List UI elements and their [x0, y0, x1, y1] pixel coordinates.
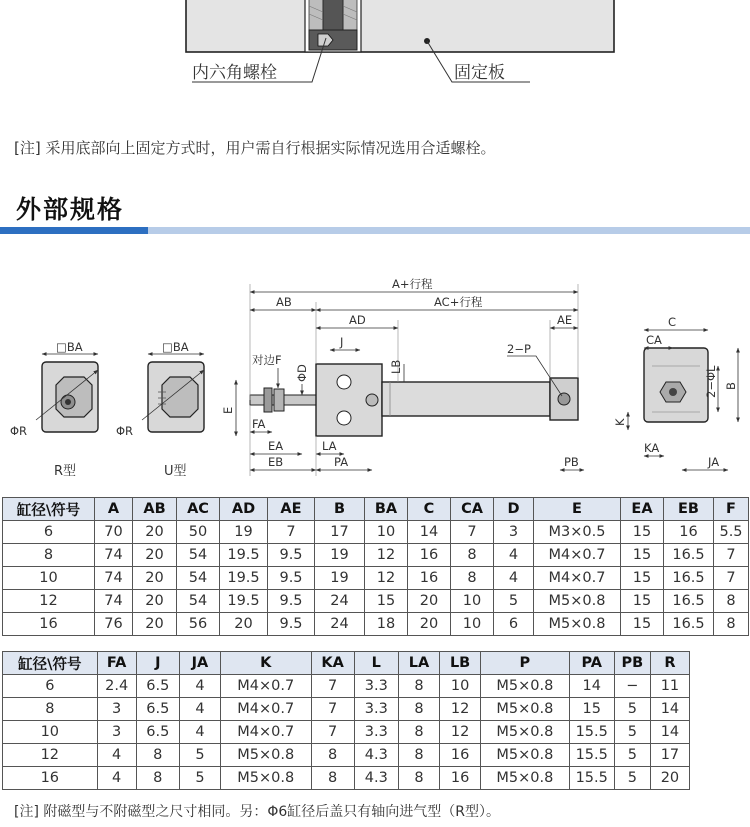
table-cell: 8	[311, 767, 354, 790]
table-cell: M4×0.7	[221, 721, 312, 744]
table-cell: 20	[133, 521, 177, 544]
column-header: P	[481, 652, 569, 675]
dim-ka: KA	[644, 441, 660, 455]
dim-c: C	[668, 315, 677, 329]
column-header: KA	[311, 652, 354, 675]
table-row	[3, 590, 749, 613]
table-cell: 74	[95, 590, 133, 613]
table-cell: 8	[398, 698, 439, 721]
table-cell: 16	[408, 567, 451, 590]
table-cell: 18	[365, 613, 408, 636]
dim-d: ΦD	[295, 364, 309, 382]
table-cell: 6.5	[136, 698, 179, 721]
table-cell: 7	[714, 567, 749, 590]
table-cell: M3×0.5	[534, 521, 621, 544]
end-view	[613, 315, 738, 470]
table-cell: M5×0.8	[481, 675, 569, 698]
dim-ac-stroke: AC+行程	[434, 295, 483, 309]
table-cell: 10	[440, 675, 481, 698]
column-header: EA	[621, 498, 664, 521]
dim-ab: AB	[276, 295, 292, 309]
dim-l: 2−ΦL	[704, 365, 718, 398]
table-cell: M5×0.8	[481, 721, 569, 744]
table-cell: 54	[177, 544, 220, 567]
section-title: 外部规格	[16, 195, 125, 224]
hex-bolt	[305, 0, 361, 52]
table-cell: 76	[95, 613, 133, 636]
table-cell: 15	[365, 590, 408, 613]
column-header: J	[136, 652, 179, 675]
table-cell: 50	[177, 521, 220, 544]
table-cell: 19	[315, 544, 365, 567]
dim-ad: AD	[349, 313, 366, 327]
table-cell: 5	[179, 767, 220, 790]
table-cell: 6.5	[136, 675, 179, 698]
table-header-row	[3, 652, 690, 675]
table-cell: 3.3	[354, 675, 398, 698]
table-cell: 20	[133, 567, 177, 590]
table-cell: 5	[614, 744, 650, 767]
table-cell: 10	[451, 613, 494, 636]
u-type-label: U型	[164, 464, 187, 479]
table-cell: 8	[451, 544, 494, 567]
bore-size-cell: 12	[3, 590, 95, 613]
spec-table-2	[2, 651, 690, 790]
dim-ea: EA	[268, 439, 284, 453]
table-cell: M5×0.8	[221, 744, 312, 767]
table-cell: 70	[95, 521, 133, 544]
table-cell: 9.5	[268, 544, 315, 567]
table-row	[3, 613, 749, 636]
bore-size-cell: 12	[3, 744, 98, 767]
column-header: AE	[268, 498, 315, 521]
table-cell: 14	[408, 521, 451, 544]
table-row	[3, 675, 690, 698]
table-row	[3, 567, 749, 590]
table-cell: 16.5	[664, 590, 714, 613]
table-cell: 15	[621, 613, 664, 636]
table-cell: 4	[179, 721, 220, 744]
column-header: LB	[440, 652, 481, 675]
dimension-drawing	[0, 270, 750, 485]
dim-ja: JA	[708, 455, 720, 469]
table-cell: 4	[494, 567, 534, 590]
table-cell: 20	[408, 590, 451, 613]
table-cell: 8	[451, 567, 494, 590]
table-cell: 17	[315, 521, 365, 544]
dim-pa: PA	[334, 455, 349, 469]
table-cell: 19.5	[220, 544, 268, 567]
column-header: PA	[569, 652, 614, 675]
table-cell: 10	[451, 590, 494, 613]
column-header: FA	[97, 652, 136, 675]
column-header: AD	[220, 498, 268, 521]
table-cell: 19.5	[220, 590, 268, 613]
table-cell: M4×0.7	[221, 675, 312, 698]
column-header: PB	[614, 652, 650, 675]
plate-label: 固定板	[454, 63, 505, 83]
u-type-r-label: ΦR	[116, 424, 134, 438]
table-cell: 7	[451, 521, 494, 544]
table-cell: 7	[311, 675, 354, 698]
table-cell: 8	[311, 744, 354, 767]
r-type-r-label: ΦR	[10, 424, 28, 438]
u-type-view	[116, 340, 204, 479]
table-cell: 54	[177, 567, 220, 590]
table-cell: 12	[440, 698, 481, 721]
table-cell: 2.4	[97, 675, 136, 698]
bore-size-cell: 6	[3, 521, 95, 544]
table-cell: 8	[136, 767, 179, 790]
table-row	[3, 698, 690, 721]
table-row	[3, 767, 690, 790]
dim-la: LA	[322, 439, 337, 453]
table-cell: 54	[177, 590, 220, 613]
column-header: A	[95, 498, 133, 521]
table-cell: 19	[315, 567, 365, 590]
table-cell: M4×0.7	[221, 698, 312, 721]
r-type-ba-label: □BA	[56, 340, 83, 354]
table-cell: 5	[494, 590, 534, 613]
table-cell: 11	[650, 675, 689, 698]
dim-eb: EB	[268, 455, 284, 469]
table-cell: 14	[650, 721, 689, 744]
column-header: BA	[365, 498, 408, 521]
table-cell: 56	[177, 613, 220, 636]
column-header: AC	[177, 498, 220, 521]
table-cell: 74	[95, 567, 133, 590]
u-type-ba-label: □BA	[162, 340, 189, 354]
dim-j: J	[340, 335, 344, 349]
table-cell: 10	[365, 521, 408, 544]
table-cell: 19.5	[220, 567, 268, 590]
column-header: LA	[398, 652, 439, 675]
table-cell: 5	[179, 744, 220, 767]
table-row	[3, 521, 749, 544]
table-cell: M5×0.8	[534, 590, 621, 613]
table-cell: 3	[494, 521, 534, 544]
table-cell: 20	[133, 613, 177, 636]
column-header: K	[221, 652, 312, 675]
table-cell: 16	[408, 544, 451, 567]
dim-b: B	[724, 382, 738, 390]
bore-size-cell: 8	[3, 698, 98, 721]
section-divider-accent	[0, 227, 148, 234]
table-cell: M5×0.8	[534, 613, 621, 636]
table-cell: 17	[650, 744, 689, 767]
table-cell: 15	[621, 590, 664, 613]
table-cell: 74	[95, 544, 133, 567]
table-cell: 4	[179, 698, 220, 721]
table-cell: 16	[440, 767, 481, 790]
table-cell: 4	[97, 744, 136, 767]
table-cell: M5×0.8	[221, 767, 312, 790]
table-cell: 5	[614, 721, 650, 744]
table-cell: 15.5	[569, 744, 614, 767]
column-header: F	[714, 498, 749, 521]
table-cell: 20	[408, 613, 451, 636]
table-row	[3, 544, 749, 567]
table-cell: 4	[494, 544, 534, 567]
table-cell: 8	[136, 744, 179, 767]
column-header: B	[315, 498, 365, 521]
table-cell: 12	[440, 721, 481, 744]
table-cell: 16	[664, 521, 714, 544]
dim-p: 2−P	[507, 342, 531, 356]
table-cell: 15.5	[569, 721, 614, 744]
table-cell: M5×0.8	[481, 698, 569, 721]
column-header: R	[650, 652, 689, 675]
column-header: 缸径\符号	[3, 652, 98, 675]
table-cell: 3	[97, 698, 136, 721]
bolt-label: 内六角螺栓	[192, 63, 277, 83]
table-cell: 7	[311, 721, 354, 744]
table-cell: 8	[398, 721, 439, 744]
table-cell: 7	[268, 521, 315, 544]
dim-pb: PB	[564, 455, 579, 469]
table-cell: 4.3	[354, 744, 398, 767]
fixing-plate	[186, 0, 614, 52]
dim-ca: CA	[646, 333, 662, 347]
table-cell: 9.5	[268, 613, 315, 636]
table-cell: 3.3	[354, 698, 398, 721]
table-cell: 4	[179, 675, 220, 698]
dim-e: E	[221, 406, 235, 414]
table-cell: 8	[398, 767, 439, 790]
table-cell: 12	[365, 567, 408, 590]
table-cell: M5×0.8	[481, 767, 569, 790]
table-cell: 4	[97, 767, 136, 790]
dim-lb: LB	[389, 359, 403, 374]
table-cell: 14	[650, 698, 689, 721]
table-cell: 15	[621, 567, 664, 590]
table-cell: 15.5	[569, 767, 614, 790]
table-cell: 3.3	[354, 721, 398, 744]
table-cell: 8	[398, 675, 439, 698]
table-cell: 8	[714, 613, 749, 636]
column-header: 缸径\符号	[3, 498, 95, 521]
table-cell: 20	[220, 613, 268, 636]
table-cell: 7	[714, 544, 749, 567]
bore-size-cell: 8	[3, 544, 95, 567]
table-cell: 20	[133, 544, 177, 567]
bore-size-cell: 6	[3, 675, 98, 698]
bore-size-cell: 16	[3, 613, 95, 636]
dim-a-stroke: A+行程	[392, 277, 433, 291]
r-type-label: R型	[54, 464, 77, 479]
table-cell: 16.5	[664, 544, 714, 567]
bore-size-cell: 10	[3, 721, 98, 744]
dim-ae: AE	[557, 313, 573, 327]
table-cell: 8	[398, 744, 439, 767]
column-header: AB	[133, 498, 177, 521]
dim-k: K	[613, 418, 627, 426]
table-cell: 16	[440, 744, 481, 767]
dim-f: 对边F	[252, 353, 282, 367]
table-cell: 16.5	[664, 567, 714, 590]
table-cell: M5×0.8	[481, 744, 569, 767]
column-header: EB	[664, 498, 714, 521]
column-header: E	[534, 498, 621, 521]
r-type-view	[10, 340, 98, 479]
table-cell: 6.5	[136, 721, 179, 744]
column-header: C	[408, 498, 451, 521]
table-cell: 7	[311, 698, 354, 721]
table-header-row	[3, 498, 749, 521]
bore-size-cell: 10	[3, 567, 95, 590]
table-cell: 5	[614, 767, 650, 790]
table-cell: 16.5	[664, 613, 714, 636]
table-cell: 9.5	[268, 567, 315, 590]
table-cell: 5.5	[714, 521, 749, 544]
table-cell: 3	[97, 721, 136, 744]
footnote: [注] 附磁型与不附磁型之尺寸相同。另：Φ6缸径后盖只有轴向进气型（R型）。	[14, 804, 501, 820]
mounting-diagram	[0, 0, 750, 100]
table-cell: 15	[621, 544, 664, 567]
table-cell: 20	[650, 767, 689, 790]
table-cell: −	[614, 675, 650, 698]
bore-size-cell: 16	[3, 767, 98, 790]
table-cell: 19	[220, 521, 268, 544]
table-cell: 20	[133, 590, 177, 613]
side-view	[221, 277, 584, 476]
table-cell: 15	[569, 698, 614, 721]
dim-fa: FA	[252, 417, 266, 431]
column-header: L	[354, 652, 398, 675]
table-cell: 5	[614, 698, 650, 721]
table-cell: 9.5	[268, 590, 315, 613]
table-cell: 24	[315, 590, 365, 613]
column-header: D	[494, 498, 534, 521]
table-row	[3, 721, 690, 744]
column-header: CA	[451, 498, 494, 521]
table-cell: 4.3	[354, 767, 398, 790]
table-cell: 14	[569, 675, 614, 698]
spec-table-1	[2, 497, 749, 636]
table-row	[3, 744, 690, 767]
mounting-note: [注] 采用底部向上固定方式时，用户需自行根据实际情况选用合适螺栓。	[14, 139, 496, 157]
table-cell: 6	[494, 613, 534, 636]
table-cell: 24	[315, 613, 365, 636]
column-header: JA	[179, 652, 220, 675]
table-cell: 15	[621, 521, 664, 544]
table-cell: M4×0.7	[534, 567, 621, 590]
table-cell: 12	[365, 544, 408, 567]
table-cell: M4×0.7	[534, 544, 621, 567]
table-cell: 8	[714, 590, 749, 613]
